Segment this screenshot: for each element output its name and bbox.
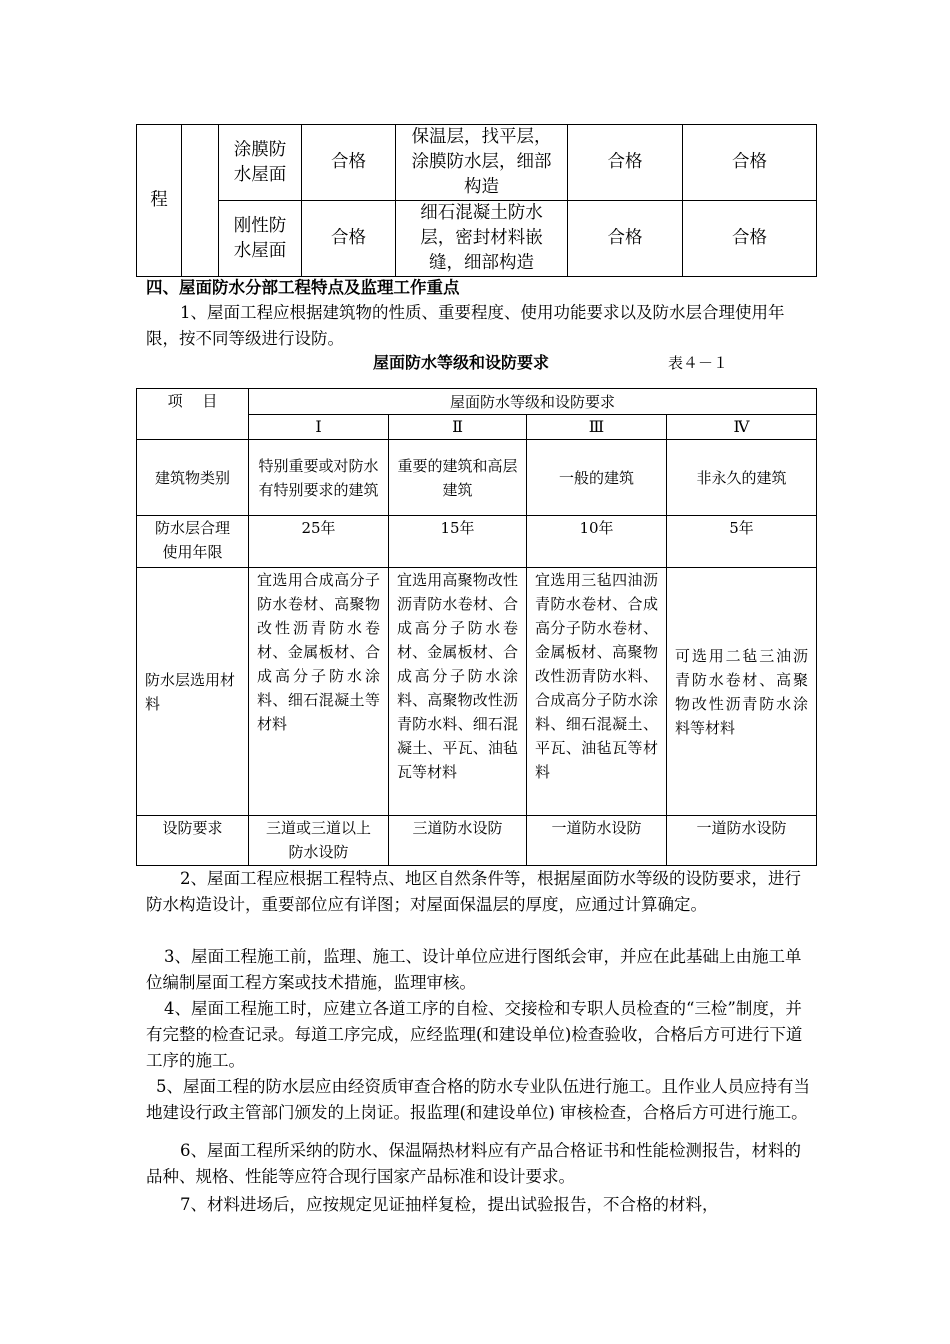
grade-cell: 三道或三道以上防水设防 [249,816,389,866]
grade-header: Ⅰ [249,415,389,440]
result-cell: 合格 [568,201,683,277]
result-cell: 合格 [568,125,683,201]
grade-cell: 10年 [527,516,667,568]
result-cell: 合格 [683,201,817,277]
subitem-name: 刚性防水屋面 [219,201,302,277]
waterproof-grade-table [136,388,817,866]
blank-cell [182,125,219,277]
table-title: 屋面防水等级和设防要求 [373,353,550,372]
grade-cell: 宜选用高聚物改性沥青防水卷材、合成高分子防水卷材、金属板材、合成高分子防水涂料、高聚物改性沥青防水料、细石混凝土、平瓦、油毡瓦等材料 [389,568,527,816]
paragraph-4: 4、屋面工程施工时，应建立各道工序的自检、交接检和专职人员检查的“三检”制度，并有完整的检查记录。每道工序完成，应经监理(和建设单位)检查验收，合格后方可进行下道工序的施工。 [146,999,803,1070]
grade-header: Ⅱ [389,415,527,440]
grade-cell: 可选用二毡三油沥青防水卷材、高聚物改性沥青防水涂料等材料 [667,568,817,816]
grade-cell: 三道防水设防 [389,816,527,866]
table-number: 表４－１ [668,354,729,372]
row-label: 建筑物类别 [137,440,249,516]
paragraph-3: 3、屋面工程施工前，监理、施工、设计单位应进行图纸会审，并应在此基础上由施工单位编制屋面工程方案或技术措施，监理审核。 [146,947,802,992]
grade-cell: 15年 [389,516,527,568]
grade-cell: 宜选用三毡四油沥青防水卷材、合成高分子防水卷材、金属板材、高聚物改性沥青防水料、合成高分子防水涂料、细石混凝土、平瓦、油毡瓦等材料 [527,568,667,816]
grade-cell: 非永久的建筑 [667,440,817,516]
grade-cell: 一般的建筑 [527,440,667,516]
paragraph-5: 5、屋面工程的防水层应由经资质审查合格的防水专业队伍进行施工。且作业人员应持有当地建设行政主管部门颁发的上岗证。报监理(和建设单位) 审核检查，合格后方可进行施工。 [146,1077,810,1122]
grade-header: Ⅲ [527,415,667,440]
paragraph-1: 1、屋面工程应根据建筑物的性质、重要程度、使用功能要求以及防水层合理使用年限，按不同等级进行设防。 [146,303,785,348]
row-label: 设防要求 [137,816,249,866]
acceptance-table [136,124,817,277]
result-cell: 合格 [302,201,396,277]
group-header: 屋面防水等级和设防要求 [249,389,817,415]
paragraph-6: 6、屋面工程所采纳的防水、保温隔热材料应有产品合格证书和性能检测报告，材料的品种、规格、性能等应符合现行国家产品标准和设计要求。 [146,1141,801,1186]
inspection-items: 细石混凝土防水层，密封材料嵌缝，细部构造 [396,201,568,277]
grade-header: Ⅳ [667,415,817,440]
paragraph-2: 2、屋面工程应根据工程特点、地区自然条件等，根据屋面防水等级的设防要求，进行防水构造设计，重要部位应有详图；对屋面保温层的厚度，应通过计算确定。 [146,869,801,914]
grade-cell: 一道防水设防 [527,816,667,866]
grade-cell: 特别重要或对防水有特别要求的建筑 [249,440,389,516]
inspection-items: 保温层，找平层，涂膜防水层，细部构造 [396,125,568,201]
result-cell: 合格 [683,125,817,201]
subitem-name: 涂膜防水屋面 [219,125,302,201]
grade-cell: 宜选用合成高分子防水卷材、高聚物改性沥青防水卷材、金属板材、合成高分子防水涂料、细石混凝土等材料 [249,568,389,816]
grade-cell: 25年 [249,516,389,568]
row-label: 防水层选用材料 [137,568,249,816]
row-label: 防水层合理使用年限 [137,516,249,568]
section-heading: 四、屋面防水分部工程特点及监理工作重点 [146,278,460,297]
grade-cell: 一道防水设防 [667,816,817,866]
item-header: 项 目 [137,389,249,440]
grade-cell: 5年 [667,516,817,568]
row-label-cell: 程 [137,125,182,277]
result-cell: 合格 [302,125,396,201]
paragraph-7: 7、材料进场后，应按规定见证抽样复检，提出试验报告，不合格的材料， [180,1195,719,1214]
grade-cell: 重要的建筑和高层建筑 [389,440,527,516]
